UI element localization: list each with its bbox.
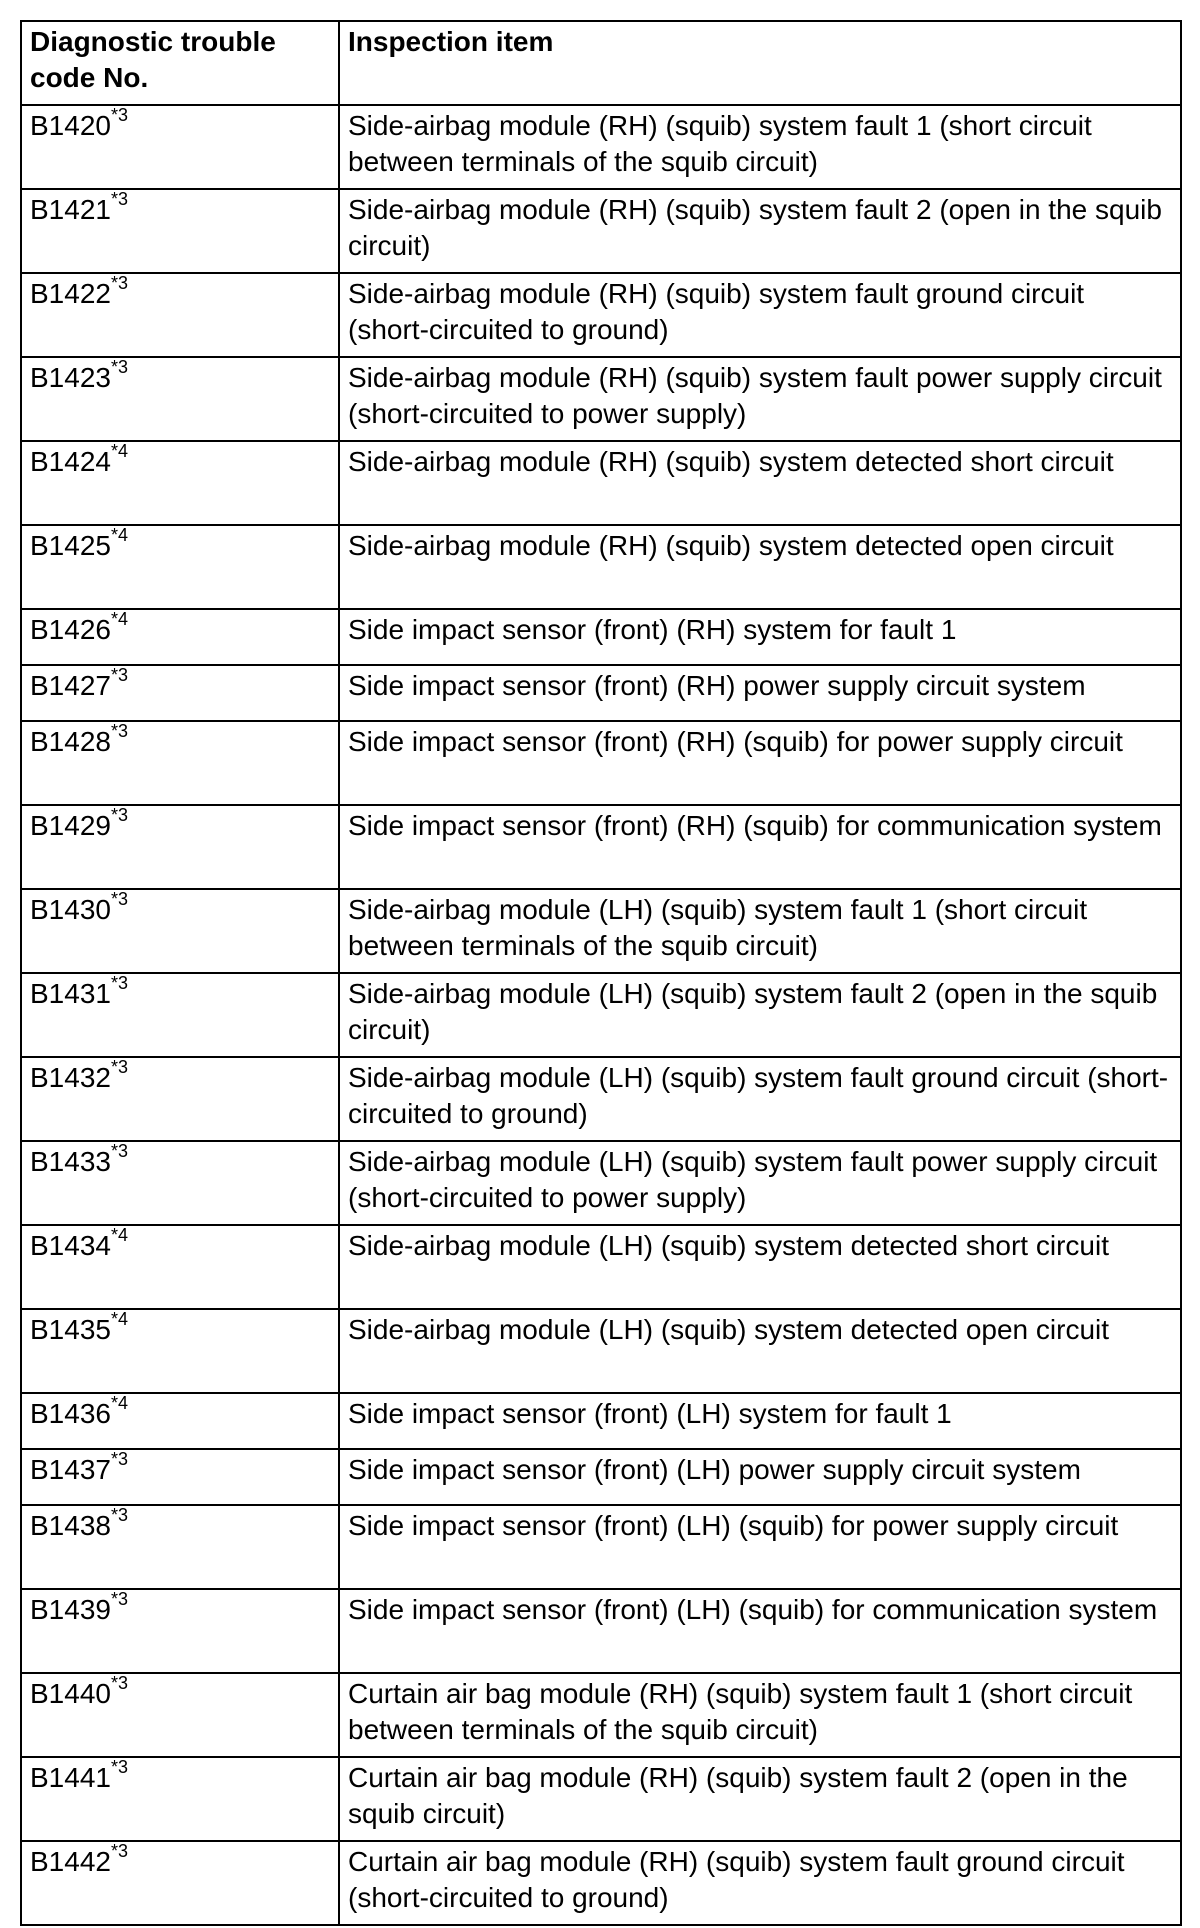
footnote-marker: *3 <box>110 1056 128 1077</box>
inspection-item-cell: Curtain air bag module (RH) (squib) system fault 2 (open in the squib circuit) <box>339 1757 1181 1841</box>
code-value: B1438 <box>30 1510 111 1541</box>
table-row <box>21 889 1181 973</box>
code-value: B1428 <box>30 726 111 757</box>
code-value: B1430 <box>30 894 111 925</box>
table-row <box>21 1225 1181 1309</box>
table-row <box>21 721 1181 805</box>
inspection-item-cell: Side-airbag module (RH) (squib) system fault 1 (short circuit between terminals of the squib circuit) <box>339 105 1181 189</box>
footnote-marker: *4 <box>110 608 128 629</box>
table-row <box>21 1057 1181 1141</box>
footnote-marker: *3 <box>110 1448 128 1469</box>
table-row <box>21 1309 1181 1393</box>
footnote-marker: *3 <box>110 272 128 293</box>
inspection-item-cell: Side-airbag module (RH) (squib) system fault power supply circuit (short-circuited to power supply) <box>339 357 1181 441</box>
inspection-item-cell: Side-airbag module (LH) (squib) system fault power supply circuit (short-circuited to power supply) <box>339 1141 1181 1225</box>
code-cell <box>21 105 339 189</box>
footnote-marker: *3 <box>110 972 128 993</box>
table-row <box>21 1393 1181 1449</box>
code-cell <box>21 1505 339 1589</box>
inspection-item-cell: Side impact sensor (front) (RH) (squib) for power supply circuit <box>339 721 1181 805</box>
inspection-item-cell: Side impact sensor (front) (LH) power supply circuit system <box>339 1449 1181 1505</box>
code-cell <box>21 973 339 1057</box>
code-cell <box>21 441 339 525</box>
inspection-item-cell: Curtain air bag module (RH) (squib) system fault ground circuit (short-circuited to ground) <box>339 1841 1181 1925</box>
table-row <box>21 273 1181 357</box>
code-value: B1433 <box>30 1146 111 1177</box>
table-row <box>21 189 1181 273</box>
code-value: B1424 <box>30 446 111 477</box>
footnote-marker: *3 <box>110 1588 128 1609</box>
footnote-marker: *3 <box>110 664 128 685</box>
footnote-marker: *3 <box>110 356 128 377</box>
inspection-item-cell: Side-airbag module (LH) (squib) system fault 1 (short circuit between terminals of the squib circuit) <box>339 889 1181 973</box>
code-cell <box>21 273 339 357</box>
code-cell <box>21 805 339 889</box>
footnote-marker: *4 <box>110 440 128 461</box>
code-cell <box>21 525 339 609</box>
table-row <box>21 1757 1181 1841</box>
table-row <box>21 1449 1181 1505</box>
code-cell <box>21 1589 339 1673</box>
footnote-marker: *4 <box>110 1224 128 1245</box>
table-row <box>21 1589 1181 1673</box>
table-row <box>21 1673 1181 1757</box>
table-header-row <box>21 21 1181 105</box>
code-value: B1425 <box>30 530 111 561</box>
code-cell <box>21 1057 339 1141</box>
table-row <box>21 1505 1181 1589</box>
table-row <box>21 525 1181 609</box>
code-cell <box>21 1393 339 1449</box>
footnote-marker: *3 <box>110 1672 128 1693</box>
footnote-marker: *3 <box>110 1840 128 1861</box>
code-value: B1420 <box>30 110 111 141</box>
inspection-item-cell: Side-airbag module (RH) (squib) system fault ground circuit (short-circuited to ground) <box>339 273 1181 357</box>
inspection-item-cell: Side-airbag module (LH) (squib) system fault ground circuit (short-circuited to ground) <box>339 1057 1181 1141</box>
inspection-item-cell: Side-airbag module (LH) (squib) system detected open circuit <box>339 1309 1181 1393</box>
code-value: B1436 <box>30 1398 111 1429</box>
inspection-item-cell: Curtain air bag module (RH) (squib) system fault 1 (short circuit between terminals of the squib circuit) <box>339 1673 1181 1757</box>
inspection-item-cell: Side-airbag module (RH) (squib) system detected open circuit <box>339 525 1181 609</box>
footnote-marker: *4 <box>110 1392 128 1413</box>
code-cell <box>21 189 339 273</box>
inspection-item-cell: Side impact sensor (front) (RH) power supply circuit system <box>339 665 1181 721</box>
code-cell <box>21 721 339 805</box>
footnote-marker: *4 <box>110 1308 128 1329</box>
dtc-table <box>20 20 1182 1926</box>
footnote-marker: *3 <box>110 804 128 825</box>
code-value: B1434 <box>30 1230 111 1261</box>
table-row <box>21 665 1181 721</box>
table-row <box>21 1141 1181 1225</box>
code-value: B1441 <box>30 1762 111 1793</box>
code-cell <box>21 1673 339 1757</box>
inspection-item-cell: Side-airbag module (LH) (squib) system fault 2 (open in the squib circuit) <box>339 973 1181 1057</box>
footnote-marker: *3 <box>110 1140 128 1161</box>
code-value: B1427 <box>30 670 111 701</box>
table-row <box>21 105 1181 189</box>
table-row <box>21 805 1181 889</box>
code-cell <box>21 665 339 721</box>
table-row <box>21 1841 1181 1925</box>
code-value: B1442 <box>30 1846 111 1877</box>
code-cell <box>21 357 339 441</box>
table-row <box>21 441 1181 525</box>
code-cell <box>21 1757 339 1841</box>
footnote-marker: *3 <box>110 888 128 909</box>
code-value: B1439 <box>30 1594 111 1625</box>
footnote-marker: *3 <box>110 1504 128 1525</box>
footnote-marker: *3 <box>110 1756 128 1777</box>
inspection-item-cell: Side impact sensor (front) (LH) system for fault 1 <box>339 1393 1181 1449</box>
code-value: B1426 <box>30 614 111 645</box>
code-cell <box>21 889 339 973</box>
inspection-item-cell: Side-airbag module (LH) (squib) system detected short circuit <box>339 1225 1181 1309</box>
table-row <box>21 609 1181 665</box>
code-value: B1440 <box>30 1678 111 1709</box>
code-value: B1423 <box>30 362 111 393</box>
code-value: B1429 <box>30 810 111 841</box>
code-cell <box>21 1309 339 1393</box>
table-row <box>21 973 1181 1057</box>
table-row <box>21 357 1181 441</box>
inspection-item-cell: Side-airbag module (RH) (squib) system detected short circuit <box>339 441 1181 525</box>
inspection-item-cell: Side impact sensor (front) (RH) (squib) for communication system <box>339 805 1181 889</box>
code-cell <box>21 1841 339 1925</box>
header-inspection-item: Inspection item <box>339 21 1181 105</box>
code-cell <box>21 609 339 665</box>
code-value: B1421 <box>30 194 111 225</box>
code-value: B1437 <box>30 1454 111 1485</box>
inspection-item-cell: Side impact sensor (front) (LH) (squib) for power supply circuit <box>339 1505 1181 1589</box>
code-value: B1435 <box>30 1314 111 1345</box>
code-cell <box>21 1449 339 1505</box>
code-cell <box>21 1141 339 1225</box>
footnote-marker: *3 <box>110 104 128 125</box>
code-value: B1432 <box>30 1062 111 1093</box>
footnote-marker: *4 <box>110 524 128 545</box>
header-code: Diagnostic trouble code No. <box>21 21 339 105</box>
footnote-marker: *3 <box>110 188 128 209</box>
code-cell <box>21 1225 339 1309</box>
inspection-item-cell: Side impact sensor (front) (RH) system for fault 1 <box>339 609 1181 665</box>
code-value: B1431 <box>30 978 111 1009</box>
footnote-marker: *3 <box>110 720 128 741</box>
code-value: B1422 <box>30 278 111 309</box>
inspection-item-cell: Side-airbag module (RH) (squib) system fault 2 (open in the squib circuit) <box>339 189 1181 273</box>
inspection-item-cell: Side impact sensor (front) (LH) (squib) for communication system <box>339 1589 1181 1673</box>
